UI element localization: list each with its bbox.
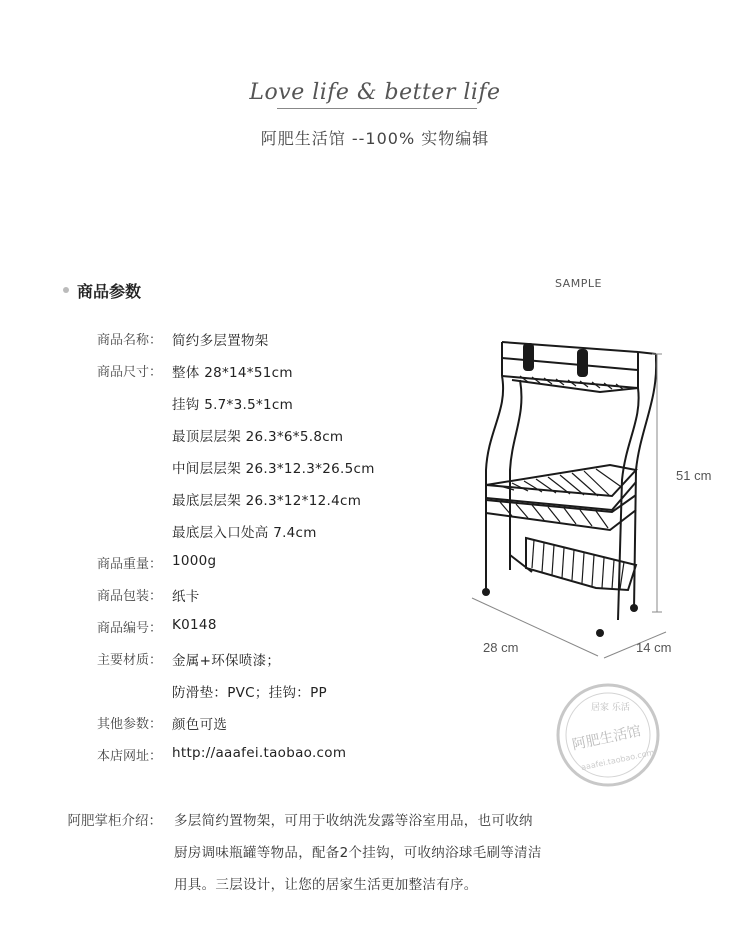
spec-value: 纸卡 xyxy=(172,589,200,605)
spec-label: 主要材质： xyxy=(96,653,162,668)
width-dimension-label: 28 cm xyxy=(483,640,519,655)
description-label: 阿肥掌柜介绍： xyxy=(67,813,162,829)
svg-text:aaafei.taobao.com: aaafei.taobao.com xyxy=(580,747,656,773)
height-dimension-label: 51 cm xyxy=(676,468,712,483)
description-line: 多层简约置物架，可用于收纳洗发露等浴室用品，也可收纳 xyxy=(174,813,533,829)
spec-label: 商品名称： xyxy=(96,333,162,348)
subtitle: 阿肥生活馆 --100% 实物编辑 xyxy=(260,129,490,148)
spec-label: 商品编号： xyxy=(96,621,162,636)
spec-value: 最顶层层架 26.3*6*5.8cm xyxy=(172,429,344,445)
spec-value: K0148 xyxy=(172,617,217,633)
spec-value: 挂钩 5.7*3.5*1cm xyxy=(172,397,294,413)
section-title: 商品参数 xyxy=(77,282,142,301)
spec-value: 颜色可选 xyxy=(172,717,228,733)
svg-text:居家 乐活: 居家 乐活 xyxy=(591,703,630,713)
spec-value: 最底层入口处高 7.4cm xyxy=(172,525,317,541)
description-line: 厨房调味瓶罐等物品，配备2个挂钩，可收纳浴球毛刷等清洁 xyxy=(174,845,542,861)
spec-value: 1000g xyxy=(172,553,217,569)
slogan: Love life & better life xyxy=(249,80,501,105)
spec-label: 本店网址： xyxy=(96,749,162,764)
description-line: 用具。三层设计，让您的居家生活更加整洁有序。 xyxy=(174,877,478,893)
svg-text:阿肥生活馆: 阿肥生活馆 xyxy=(570,723,643,754)
spec-value: 金属+环保喷漆； xyxy=(172,653,281,669)
depth-dimension-label: 14 cm xyxy=(636,640,672,655)
slogan-underline xyxy=(277,108,477,109)
spec-value: 中间层层架 26.3*12.3*26.5cm xyxy=(172,461,375,477)
spec-value: 最底层层架 26.3*12*12.4cm xyxy=(172,493,362,509)
store-stamp-watermark xyxy=(553,680,663,790)
spec-label: 商品尺寸： xyxy=(96,365,162,380)
spec-value: 整体 28*14*51cm xyxy=(172,365,293,381)
spec-label: 商品重量： xyxy=(96,557,162,572)
spec-value: 防滑垫：PVC；挂钩：PP xyxy=(172,685,327,701)
shelf-rack-image xyxy=(460,320,730,670)
sample-label: SAMPLE xyxy=(555,277,602,290)
spec-value: 简约多层置物架 xyxy=(172,333,269,349)
spec-label: 商品包装： xyxy=(96,589,162,604)
section-bullet-icon xyxy=(63,287,69,293)
store-url-link[interactable]: http://aaafei.taobao.com xyxy=(172,745,347,761)
spec-label: 其他参数： xyxy=(96,717,162,732)
